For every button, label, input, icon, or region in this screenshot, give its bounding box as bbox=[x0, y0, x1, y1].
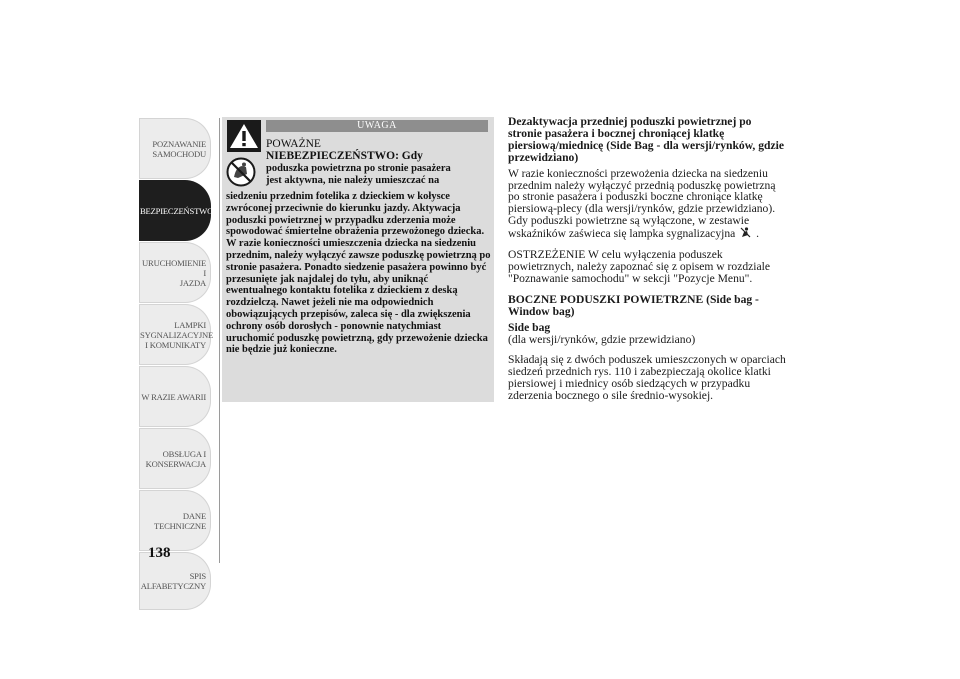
warning-header: UWAGA bbox=[266, 120, 488, 132]
side-bag-note: (dla wersji/rynków, gdzie przewidziano) bbox=[508, 332, 696, 346]
tab-uruchomienie-i-jazda[interactable] bbox=[139, 242, 211, 303]
page-number: 138 bbox=[148, 545, 171, 561]
tab-poznawanie-samochodu[interactable] bbox=[139, 118, 211, 179]
warning-body-line1: poduszka powietrzna po stronie pasażera bbox=[266, 162, 451, 174]
tab-label: POZNAWANIE SAMOCHODU bbox=[152, 138, 206, 159]
tab-label: LAMPKI SYGNALIZACYJNE I KOMUNIKATY bbox=[140, 319, 214, 350]
tab-label: W RAZIE AWARII bbox=[141, 391, 206, 402]
tab-label: BEZPIECZEŃSTWO bbox=[140, 205, 214, 216]
warning-text-top bbox=[266, 138, 492, 186]
section-heading-side-bags: BOCZNE PODUSZKI POWIETRZNE (Side bag - Window bag) bbox=[508, 292, 759, 318]
column-divider bbox=[219, 118, 220, 563]
tab-label: URUCHOMIENIE I JAZDA bbox=[142, 257, 206, 288]
tab-label: OBSŁUGA I KONSERWACJA bbox=[145, 448, 206, 469]
tab-w-razie-awarii[interactable] bbox=[139, 366, 211, 427]
tab-label: DANE TECHNICZNE bbox=[154, 510, 206, 531]
side-bag-subheading: Side bag bbox=[508, 320, 551, 334]
warning-body-line2: jest aktywna, nie należy umieszczać na bbox=[266, 174, 440, 186]
paragraph-deactivation bbox=[508, 168, 786, 240]
paragraph-deactivation-text: W razie konieczności przewożenia dziecka na siedzeniu przednim należy wyłączyć przednią poduszkę powietrzną po stronie pasażera i poduszki boczne chroniące klatkę piersiową-plecy (dla wersji/rynków, gdzie przewidziano). Gdy poduszki powietrzne są wyłączone, w zestawie wskaźników zaświeca się lampka sygnalizacyjna bbox=[508, 166, 776, 241]
warning-box bbox=[222, 117, 494, 402]
warning-triangle-icon bbox=[227, 120, 261, 152]
airbag-off-icon bbox=[740, 227, 751, 238]
tab-lampki-sygnalizacyjne[interactable] bbox=[139, 304, 214, 365]
paragraph-warning-note: OSTRZEŻENIE W celu wyłączenia poduszek powietrznych, należy zapoznać się z opisem w rozdziale "Poznawanie samochodu" w sekcji "Pozycje Menu". bbox=[508, 248, 771, 285]
paragraph-deactivation-end: . bbox=[756, 227, 759, 241]
tab-dane-techniczne[interactable] bbox=[139, 490, 211, 551]
tab-label: SPIS ALFABETYCZNY bbox=[140, 571, 206, 591]
warning-body-rest: siedzeniu przednim fotelika z dzieckiem w kołysce zwróconej przeciwnie do kierunku jazdy. Aktywacja poduszki powietrznej w przypadku zderzenia może spowodować śmiertelne obrażenia przewożonego dziecka. W razie konieczności umieszczenia dziecka na siedzeniu przednim, należy wyłączyć zawsze poduszkę powietrzną po stronie pasażera. Ponadto siedzenie pasażera powinno być przesunięte jak najdalej do tyłu, aby uniknąć ewentualnego kontaktu fotelika z dzieckiem z deską rozdzielczą. Nawet jeżeli nie ma odpowiednich obowiązujących przepisów, zaleca się - dla zwiększenia ochrony osób dorosłych - ponownie natychmiast uruchomić poduszkę powietrzną, gdy przewożenie dziecka nie będzie już konieczne. bbox=[226, 191, 491, 356]
tab-obsluga-i-konserwacja[interactable] bbox=[139, 428, 211, 489]
no-child-seat-icon bbox=[226, 157, 256, 187]
tab-bezpieczenstwo[interactable] bbox=[139, 180, 214, 241]
section-heading-deactivation: Dezaktywacja przedniej poduszki powietrznej po stronie pasażera i bocznej chroniącej klatkę piersiową/miednicę (Side Bag - dla wersji/rynków, gdzie przewidziano) bbox=[508, 115, 784, 164]
main-text-column bbox=[508, 116, 786, 411]
paragraph-side-bag-description: Składają się z dwóch poduszek umieszczonych w oparciach siedzeń przednich rys. 110 i zabezpieczają okolice klatki piersiowej i miednicy osób siedzących w przypadku zderzenia bocznego o sile średnio-wysokiej. bbox=[508, 353, 786, 403]
warning-title-line2: NIEBEZPIECZEŃSTWO: Gdy bbox=[266, 150, 423, 163]
warning-title-line1: POWAŻNE bbox=[266, 138, 321, 150]
side-bag-block bbox=[508, 322, 786, 346]
